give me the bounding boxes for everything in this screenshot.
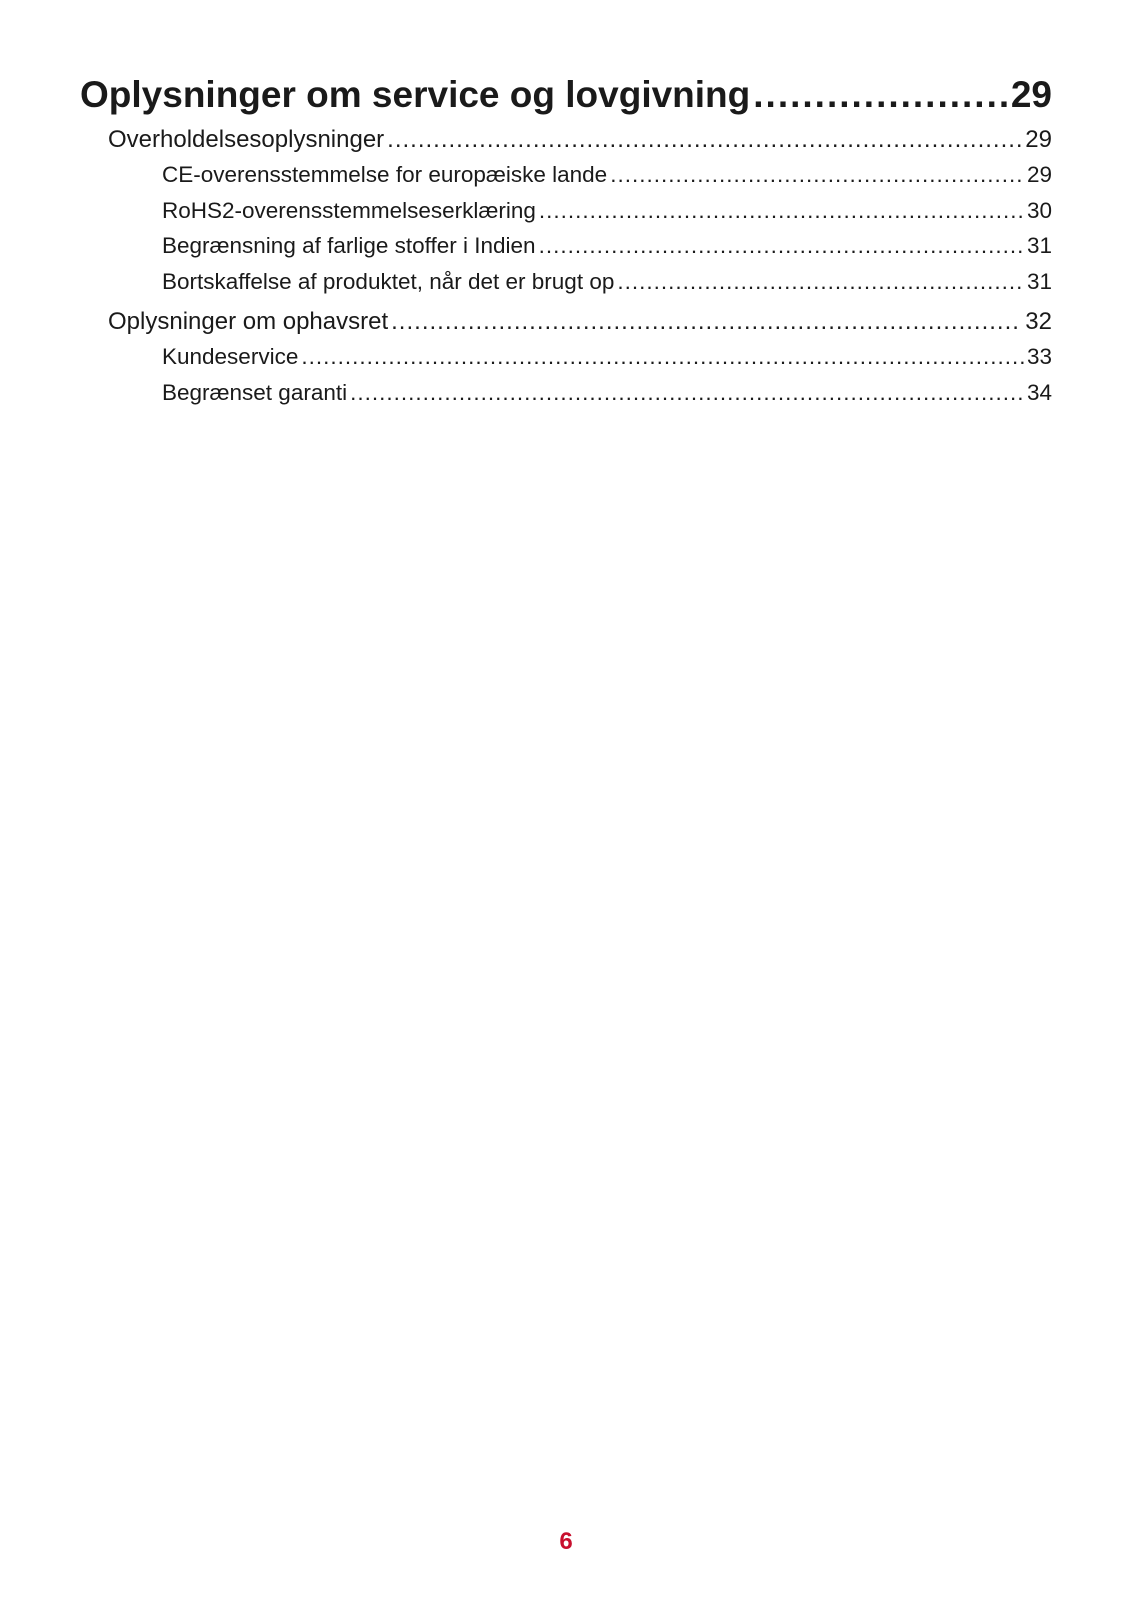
toc-entry-page: 32 [1025,308,1052,335]
dot-leader [610,162,1024,188]
dot-leader [753,74,1008,116]
toc-subsection-customer-service[interactable] [80,344,1052,380]
toc-entry-page: 31 [1026,233,1052,258]
toc-section-copyright[interactable] [80,308,1052,344]
toc-entry-title: Overholdelsesoplysninger [108,126,385,153]
dot-leader [301,344,1024,370]
toc-entry-page: 31 [1026,268,1052,294]
dot-leader [387,126,1022,154]
toc-subsection-ce[interactable] [80,162,1052,198]
toc-subsection-limited-warranty[interactable] [80,380,1052,416]
toc-entry-page: 29 [1025,126,1052,153]
dot-leader [391,308,1022,336]
toc-entry-title: Begrænsning af farlige stoffer i Indien [162,233,536,258]
toc-chapter-service-regulatory[interactable] [80,74,1052,122]
toc-entry-title: Bortskaffelse af produktet, når det er brugt op [162,268,615,294]
toc-subsection-india-hazardous[interactable] [80,233,1052,269]
dot-leader [617,269,1024,295]
toc-entry-page: 33 [1026,344,1052,369]
toc-entry-page: 29 [1010,74,1052,115]
toc-subsection-disposal[interactable] [80,269,1052,305]
toc-entry-page: 30 [1026,197,1052,223]
toc-entry-title: Begrænset garanti [162,379,348,405]
toc-entry-title: Oplysninger om service og lovgivning [80,74,751,115]
dot-leader [539,233,1024,259]
toc-entry-title: Oplysninger om ophavsret [108,308,389,335]
dot-leader [539,198,1024,224]
table-of-contents [80,74,1052,415]
toc-entry-title: Kundeservice [162,344,299,369]
toc-entry-title: RoHS2-overensstemmelseserklæring [162,197,536,223]
dot-leader [350,380,1024,406]
toc-entry-page: 29 [1026,162,1052,187]
page-number: 6 [559,1528,573,1555]
toc-entry-title: CE-overensstemmelse for europæiske lande [162,162,608,187]
toc-entry-page: 34 [1026,379,1052,405]
toc-section-compliance[interactable] [80,126,1052,162]
toc-subsection-rohs2[interactable] [80,198,1052,234]
